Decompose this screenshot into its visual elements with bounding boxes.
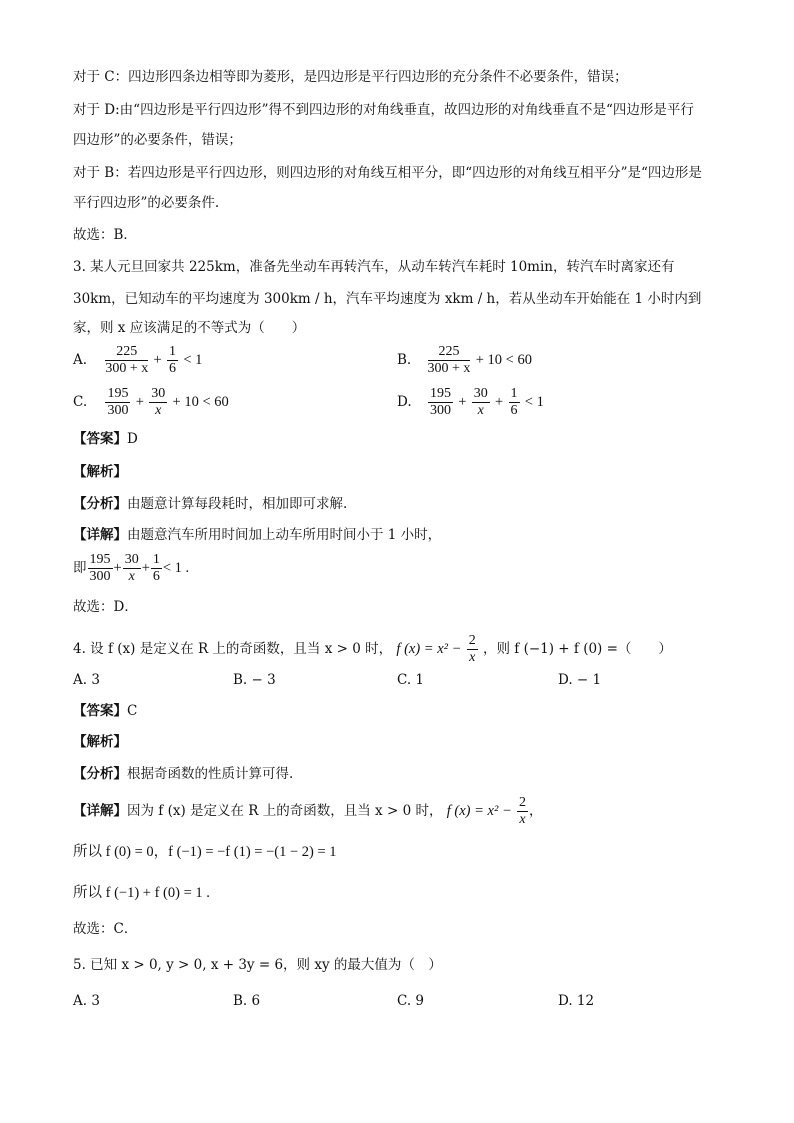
answer-value: D [127,431,138,447]
plus-sign: + [141,560,150,576]
fraction-numerator: 225 [105,344,148,361]
q3-stem-line1: 3. 某人元旦回家共 225km，准备先坐动车再转汽车，从动车转汽车耗时 10min，转汽车时离家还有 [73,259,675,275]
q3-inequality [73,552,189,585]
q3-choice: 故选：D． [73,599,138,615]
fraction-numerator: 30 [151,386,166,401]
fraction-denominator: x [469,650,476,665]
q3-xiangjie [73,525,441,545]
answer-tag: 【答案】 [73,703,127,719]
fraction-numerator: 1 [169,344,177,359]
fraction-numerator: 225 [428,344,471,361]
fenxi-text: 由题意计算每段耗时，相加即可求解. [127,496,348,512]
analysis-b-line1: 对于 B：若四边形是平行四边形，则四边形的对角线互相平分，即“四边形的对角线互相平分”是“四边形是 [73,165,702,181]
option-label: A. [73,352,88,368]
q5-option-b: B. 6 [233,993,261,1009]
q4-option-c: C. 1 [397,672,425,688]
fraction-denominator: 6 [152,569,160,584]
q5-stem: 5. 已知 x > 0, y > 0, x + 3y = 6，则 xy 的最大值为（ ） [73,957,442,973]
fraction-denominator: x [128,569,135,584]
fenxi-text: 根据奇函数的性质计算可得. [127,766,294,782]
fraction-denominator: 300 [89,569,111,584]
q5-option-a: A. 3 [73,993,100,1009]
q4-step1: 所以 f (0) = 0，f (−1) = −f (1) = −(1 − 2) = 1 [73,844,337,860]
q3-stem-line3: 家，则 x 应该满足的不等式为（ ） [73,320,306,336]
q3-answer [73,429,138,449]
q4-option-a: A. 3 [73,672,100,688]
q4-function: f (x) = x² − [446,803,512,819]
analysis-d-line1: 对于 D:由“四边形是平行四边形”得不到四边形的对角线垂直，故四边形的对角线垂直不是“四边形是平行 [73,102,694,118]
fraction-numerator: 2 [519,795,527,810]
q4-stem-text: 4. 设 f (x) 是定义在 R 上的奇函数，且当 x > 0 时， [73,641,393,657]
q3-fenxi [73,494,347,514]
plus-sign: + [153,352,162,368]
fraction-denominator: x [519,812,526,827]
option-label: D. [397,394,412,410]
fraction-numerator: 1 [152,552,160,567]
inequality-tail: < 1 [183,352,203,368]
plus-sign: + [495,394,504,410]
xiangjie-tag: 【详解】 [73,527,127,543]
fraction-numerator: 195 [107,386,129,401]
q4-option-b: B. − 3 [233,672,276,688]
inequality-tail: < 1 . [162,560,190,576]
q4-option-d: D. − 1 [558,672,602,688]
q4-choice: 故选：C． [73,921,138,937]
analysis-b-line2: 平行四边形”的必要条件. [73,195,220,211]
q3-option-a [73,344,202,377]
fraction-denominator: 300 + x [427,361,471,376]
plus-sign: + [113,560,122,576]
q5-option-d: D. 12 [558,993,595,1009]
fraction-denominator: x [477,403,484,418]
q4-stem [73,633,672,666]
q4-xiangjie [73,795,543,828]
analysis-c: 对于 C：四边形四条边相等即为菱形，是四边形是平行四边形的充分条件不必要条件，错误； [73,69,628,85]
fraction-denominator: 6 [169,361,177,376]
fenxi-tag: 【分析】 [73,496,127,512]
answer-tag: 【答案】 [73,431,127,447]
ji-text: 即 [73,560,87,576]
q3-option-d [397,386,544,419]
fraction-denominator: 6 [510,403,518,418]
fraction-numerator: 2 [468,633,476,648]
inequality-tail: + 10 < 60 [172,394,229,410]
q5-option-c: C. 9 [397,993,425,1009]
xiangjie-tag: 【详解】 [73,803,127,819]
fraction-numerator: 30 [124,552,139,567]
xiangjie-text: 因为 f (x) 是定义在 R 上的奇函数，且当 x > 0 时， [127,803,443,819]
q4-stem-tail: ，则 f (−1) + f (0) =（ ） [483,641,672,657]
fraction-numerator: 195 [89,552,111,567]
fraction-denominator: 300 [429,403,451,418]
q4-analysis-heading: 【解析】 [73,734,127,750]
fraction-denominator: x [155,403,162,418]
plus-sign: + [458,394,467,410]
fenxi-tag: 【分析】 [73,766,127,782]
q4-fenxi [73,764,293,784]
punctuation: ， [529,803,543,819]
q4-answer [73,701,137,721]
option-label: B. [397,352,412,368]
q3-analysis-heading: 【解析】 [73,464,127,480]
q2-choice: 故选：B． [73,227,137,243]
q3-stem-line2: 30km，已知动车的平均速度为 300km / h，汽车平均速度为 xkm / h，若从坐动车开始能在 1 小时内到 [73,291,702,307]
q3-option-b [397,344,532,377]
q4-function: f (x) = x² − [396,641,462,657]
fraction-numerator: 1 [510,386,518,401]
plus-sign: + [135,394,144,410]
q4-step2: 所以 f (−1) + f (0) = 1 . [73,885,210,901]
inequality-tail: < 1 [524,394,544,410]
fraction-numerator: 30 [473,386,488,401]
fraction-denominator: 300 [107,403,129,418]
xiangjie-text: 由题意汽车所用时间加上动车所用时间小于 1 小时， [127,527,442,543]
inequality-tail: + 10 < 60 [475,352,532,368]
fraction-denominator: 300 + x [105,361,149,376]
option-label: C. [73,394,88,410]
fraction-numerator: 195 [429,386,451,401]
analysis-d-line2: 四边形”的必要条件，错误； [73,132,242,148]
answer-value: C [127,703,138,719]
q3-option-c [73,386,229,419]
